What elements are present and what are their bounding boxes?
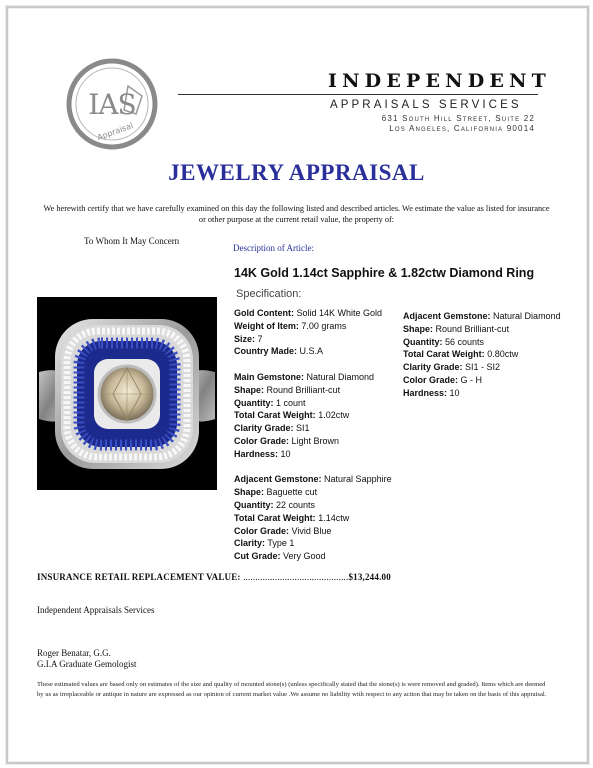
spec-left-column <box>234 307 392 563</box>
footer-company: Independent Appraisals Services <box>37 605 155 615</box>
spec-weight: Weight of Item: 7.00 grams <box>234 320 347 331</box>
spec-country: Country Made: U.S.A <box>234 346 324 357</box>
spec-main-color: Color Grade: Light Brown <box>234 435 340 446</box>
spec-adj1-hardness: Hardness: 10 <box>403 387 460 398</box>
company-name: INDEPENDENT <box>328 70 552 92</box>
signer-title: G.I.A Graduate Gemologist <box>37 659 137 669</box>
logo-letters: IAS <box>88 88 136 121</box>
spec-adj1-gemstone: Adjacent Gemstone: Natural Diamond <box>403 311 561 321</box>
spec-adj2-clarity: Clarity: Type 1 <box>234 538 295 549</box>
spec-adj2-gemstone: Adjacent Gemstone: Natural Sapphire <box>234 474 392 485</box>
spec-adj1-clarity: Clarity Grade: SI1 - SI2 <box>403 362 501 373</box>
ring-photo <box>37 297 217 490</box>
spec-main-shape: Shape: Round Brilliant-cut <box>234 384 341 395</box>
insurance-value: $13,244.00 <box>348 572 391 582</box>
spec-adj2-shape: Shape: Baguette cut <box>234 487 318 498</box>
company-subtitle: APPRAISALS SERVICES <box>330 99 522 111</box>
spec-adj1-shape: Shape: Round Brilliant-cut <box>403 323 510 334</box>
spec-adj1-quantity: Quantity: 56 counts <box>403 336 485 347</box>
spec-right-column <box>403 310 561 400</box>
logo-ring-text: Appraisal <box>96 121 135 143</box>
spec-main-clarity: Clarity Grade: SI1 <box>234 423 310 434</box>
address-line-1: 631 South Hill Street, Suite 22 <box>381 114 535 123</box>
document-title: JEWELRY APPRAISAL <box>168 160 425 185</box>
insurance-label: INSURANCE RETAIL REPLACEMENT VALUE: <box>37 572 241 582</box>
spec-main-gemstone: Main Gemstone: Natural Diamond <box>234 371 375 382</box>
ias-logo <box>66 58 158 150</box>
spec-adj2-quantity: Quantity: 22 counts <box>234 499 316 510</box>
spec-adj2-tcw: Total Carat Weight: 1.14ctw <box>234 512 350 523</box>
item-title: 14K Gold 1.14ct Sapphire & 1.82ctw Diamond Ring <box>234 266 535 280</box>
address-line-2: Los Angeles, California 90014 <box>389 124 535 133</box>
spec-adj1-tcw: Total Carat Weight: 0.80ctw <box>403 349 519 360</box>
spec-main-hardness: Hardness: 10 <box>234 448 291 459</box>
insurance-value-line <box>37 572 391 582</box>
disclaimer-text: These estimated values are based only on estimates of the size and quality of mounted stone(s) (unless specifically stated that the stone(s) is were removed and graded). Items which are deemed by us as irreplaceable or antique in nature are expressed as our opinion of current market value .We assume no liability with respect to any action that may be taken on the basis of this appraisal. <box>37 681 547 698</box>
header-rule <box>178 94 538 95</box>
ring-image <box>37 297 217 490</box>
spec-adj2-color: Color Grade: Vivid Blue <box>234 525 332 536</box>
spec-gold-content: Gold Content: Solid 14K White Gold <box>234 308 383 318</box>
description-label: Description of Article: <box>233 243 314 253</box>
spec-adj2-cut: Cut Grade: Very Good <box>234 551 326 562</box>
spec-size: Size: 7 <box>234 333 263 344</box>
signer-name: Roger Benatar, G.G. <box>37 648 111 658</box>
spec-main-tcw: Total Carat Weight: 1.02ctw <box>234 410 350 421</box>
spec-adj1-color: Color Grade: G - H <box>403 374 483 385</box>
specification-label: Specification: <box>236 288 302 300</box>
spec-main-quantity: Quantity: 1 count <box>234 397 306 408</box>
certify-text: We herewith certify that we have carefully examined on this day the following listed and described articles. We estimate the value as listed for insurance or other purpose at the current retail value, the property of: <box>43 204 550 224</box>
insurance-dots: ........................................... <box>243 572 349 582</box>
recipient: To Whom It May Concern <box>84 236 180 246</box>
